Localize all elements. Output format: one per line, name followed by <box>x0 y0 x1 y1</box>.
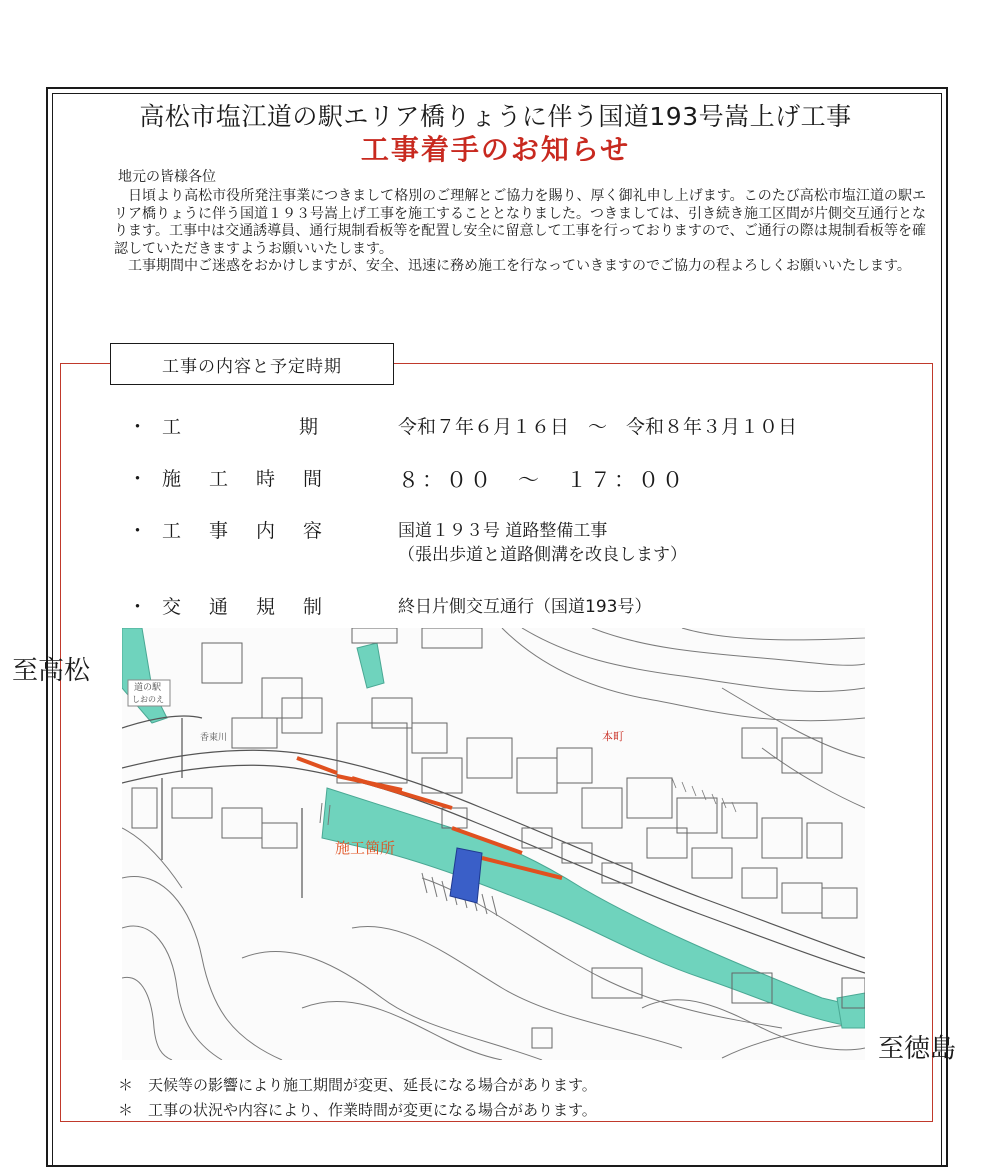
body-text <box>114 188 926 276</box>
town-label: 本町 <box>602 730 624 743</box>
detail-label <box>162 516 322 543</box>
label-char: 容 <box>302 520 322 542</box>
river-segment <box>837 993 865 1028</box>
label-char: 通 <box>208 596 228 618</box>
bullet: ・ <box>128 520 148 542</box>
detail-value: ８：００ ～ １７：００ <box>398 468 686 492</box>
greeting: 地元の皆様各位 <box>118 169 216 185</box>
river-segment <box>357 643 384 688</box>
bullet: ・ <box>128 596 148 618</box>
label-char: 事 <box>208 520 228 542</box>
label-char: 内 <box>255 520 275 542</box>
river-label: 香東川 <box>200 733 228 743</box>
note-text: 天候等の影響により施工期間が変更、延長になる場合があります。 <box>148 1076 597 1094</box>
site-map <box>122 628 865 1060</box>
label-char: 制 <box>302 596 322 618</box>
note-2 <box>118 1099 597 1120</box>
note-mark: ＊ <box>118 1101 134 1119</box>
detail-value: 国道１９３号 道路整備工事 <box>398 521 608 541</box>
label-char: 時 <box>255 468 275 490</box>
detail-value-line2: （張出歩道と道路側溝を改良します） <box>398 545 687 565</box>
label-char: 期 <box>299 416 319 438</box>
bullet: ・ <box>128 468 148 490</box>
detail-value: 令和７年６月１６日 ～ 令和８年３月１０日 <box>398 416 798 438</box>
note-mark: ＊ <box>118 1076 134 1094</box>
detail-label <box>162 464 322 491</box>
bullet: ・ <box>128 416 148 438</box>
label-char: 工 <box>208 468 228 490</box>
label-char: 交 <box>162 596 182 618</box>
body-paragraph-1: 日頃より高松市役所発注事業につきまして格別のご理解とご協力を賜り、厚く御礼申し上げます。このたび高松市塩江道の駅エリア橋りょうに伴う国道１９３号嵩上げ工事を施工することとなりました。つきましては、引き続き施工区間が片側交互通行となります。工事中は交通誘導員、通行規制看板等を配置し安全に留意して工事を行っておりますので、ご通行の際は規制看板等を確認していただきますようお願いいたします。 <box>114 188 926 257</box>
section-heading: 工事の内容と予定時期 <box>110 343 394 385</box>
label-char: 規 <box>255 596 275 618</box>
note-1 <box>118 1074 597 1095</box>
detail-label <box>162 592 322 619</box>
site-label: 施工箇所 <box>335 839 396 857</box>
station-label-1: 道の駅 <box>134 683 162 693</box>
label-char: 工 <box>162 416 182 438</box>
direction-right: 至徳島 <box>878 1034 957 1064</box>
river-upper <box>122 628 167 723</box>
notice-subtitle: 工事着手のお知らせ <box>360 133 631 166</box>
notice-title: 高松市塩江道の駅エリア橋りょうに伴う国道193号嵩上げ工事 <box>139 102 852 131</box>
note-text: 工事の状況や内容により、作業時間が変更になる場合があります。 <box>148 1101 597 1119</box>
label-char: 工 <box>162 520 182 542</box>
detail-value: 終日片側交互通行（国道193号） <box>398 597 652 617</box>
body-paragraph-2: 工事期間中ご迷惑をおかけしますが、安全、迅速に務め施工を行なっていきますのでご協力の程よろしくお願いいたします。 <box>128 258 911 274</box>
direction-left: 至高松 <box>12 656 91 686</box>
station-label-2: しおのえ <box>132 695 164 704</box>
river <box>322 788 865 1028</box>
label-char: 間 <box>302 468 322 490</box>
label-char: 施 <box>162 468 182 490</box>
guardrail-hatch <box>672 778 736 812</box>
site-map-svg <box>122 628 865 1060</box>
